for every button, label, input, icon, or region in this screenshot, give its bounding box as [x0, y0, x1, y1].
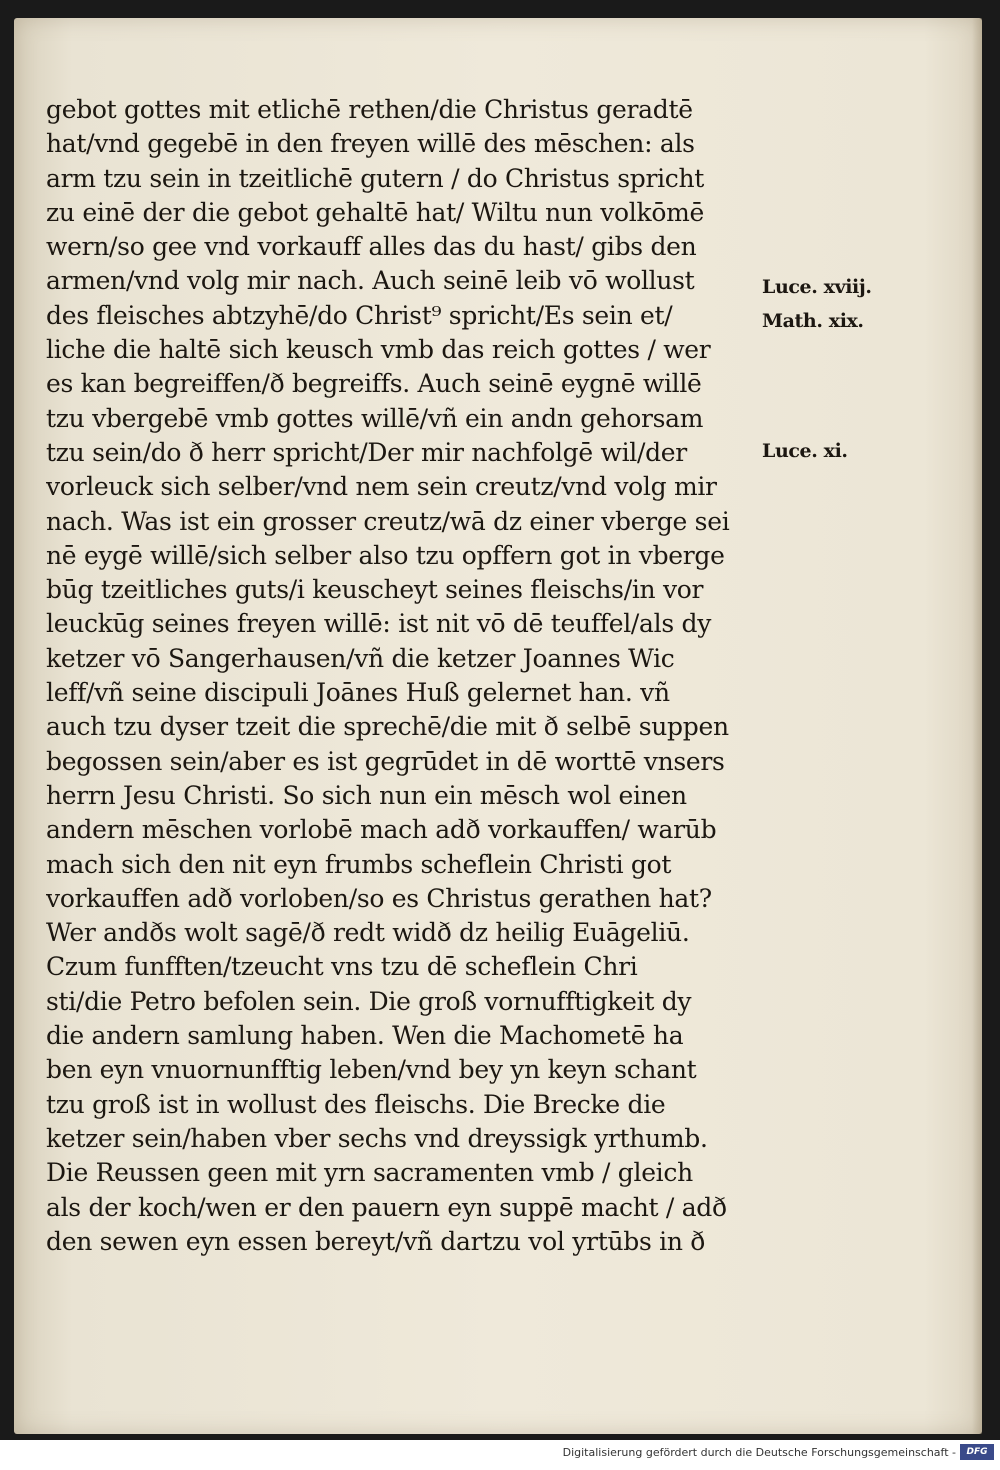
- text-line: des fleisches abtzyhē/do Christ⁹ spricht/Es sein et/: [46, 300, 673, 330]
- page-edge: [972, 18, 982, 1434]
- main-text-block: [46, 93, 746, 1259]
- text-line: begossen sein/aber es ist gegrūdet in dē worttē vnsers: [46, 746, 725, 776]
- text-line: ketzer vō Sangerhausen/vñ die ketzer Joannes Wic: [46, 643, 675, 673]
- footer-bar: [0, 1440, 1000, 1470]
- text-line: wern/so gee vnd vorkauff alles das du hast/ gibs den: [46, 232, 697, 262]
- margin-note-matthew-19: Math. xix.: [762, 310, 864, 332]
- text-line: vorleuck sich selber/vnd nem sein creutz/vnd volg mir: [46, 472, 717, 502]
- text-line: mach sich den nit eyn frumbs scheflein Christi got: [46, 849, 672, 879]
- margin-note-luke-18: Luce. xviij.: [762, 276, 872, 298]
- text-line: leff/vñ seine discipuli Joānes Huß gelernet han. vñ: [46, 678, 670, 708]
- text-line: den sewen eyn essen bereyt/vñ dartzu vol yrtūbs in ð: [46, 1226, 706, 1256]
- text-line: tzu sein/do ð herr spricht/Der mir nachfolgē wil/der: [46, 437, 687, 467]
- text-line: leuckūg seines freyen willē: ist nit vō dē teuffel/als dy: [46, 609, 712, 639]
- text-line: herrn Jesu Christi. So sich nun ein mēsch wol einen: [46, 780, 687, 810]
- text-line: Wer andðs wolt sagē/ð redt widð dz heilig Euāgeliū.: [46, 918, 690, 948]
- text-line: auch tzu dyser tzeit die sprechē/die mit ð selbē suppen: [46, 712, 729, 742]
- margin-note-luke-11: Luce. xi.: [762, 440, 848, 462]
- text-line: die andern samlung haben. Wen die Machometē ha: [46, 1021, 684, 1051]
- text-line: tzu vbergebē vmb gottes willē/vñ ein andn gehorsam: [46, 403, 704, 433]
- text-line: andern mēschen vorlobē mach adð vorkauffen/ warūb: [46, 815, 717, 845]
- funding-credit: Digitalisierung gefördert durch die Deutsche Forschungsgemeinschaft -: [562, 1446, 956, 1459]
- text-line: liche die haltē sich keusch vmb das reich gottes / wer: [46, 335, 711, 365]
- text-line: armen/vnd volg mir nach. Auch seinē leib vō wollust: [46, 266, 695, 296]
- text-line: arm tzu sein in tzeitlichē gutern / do Christus spricht: [46, 163, 705, 193]
- text-line: hat/vnd gegebē in den freyen willē des mēschen: als: [46, 129, 695, 159]
- text-line: vorkauffen adð vorloben/so es Christus gerathen hat?: [46, 883, 712, 913]
- text-line: als der koch/wen er den pauern eyn suppē macht / adð: [46, 1192, 727, 1222]
- text-line: Die Reussen geen mit yrn sacramenten vmb / gleich: [46, 1158, 693, 1188]
- text-line: nach. Was ist ein grosser creutz/wā dz einer vberge sei: [46, 506, 730, 536]
- text-line: nē eygē willē/sich selber also tzu opffern got in vberge: [46, 540, 725, 570]
- dfg-logo-icon: DFG: [960, 1444, 994, 1460]
- text-line: zu einē der die gebot gehaltē hat/ Wiltu nun volkōmē: [46, 197, 705, 227]
- text-line: būg tzeitliches guts/i keuscheyt seines fleischs/in vor: [46, 575, 704, 605]
- text-line: tzu groß ist in wollust des fleischs. Die Brecke die: [46, 1089, 666, 1119]
- text-line: sti/die Petro befolen sein. Die groß vornufftigkeit dy: [46, 986, 692, 1016]
- text-line: ben eyn vnuornunfftig leben/vnd bey yn keyn schant: [46, 1055, 697, 1085]
- text-line: ketzer sein/haben vber sechs vnd dreyssigk yrthumb.: [46, 1123, 708, 1153]
- text-line: gebot gottes mit etlichē rethen/die Christus geradtē: [46, 95, 693, 124]
- text-line: es kan begreiffen/ð begreiffs. Auch seinē eygnē willē: [46, 369, 702, 399]
- text-line: Czum funfften/tzeucht vns tzu dē scheflein Chri: [46, 952, 638, 982]
